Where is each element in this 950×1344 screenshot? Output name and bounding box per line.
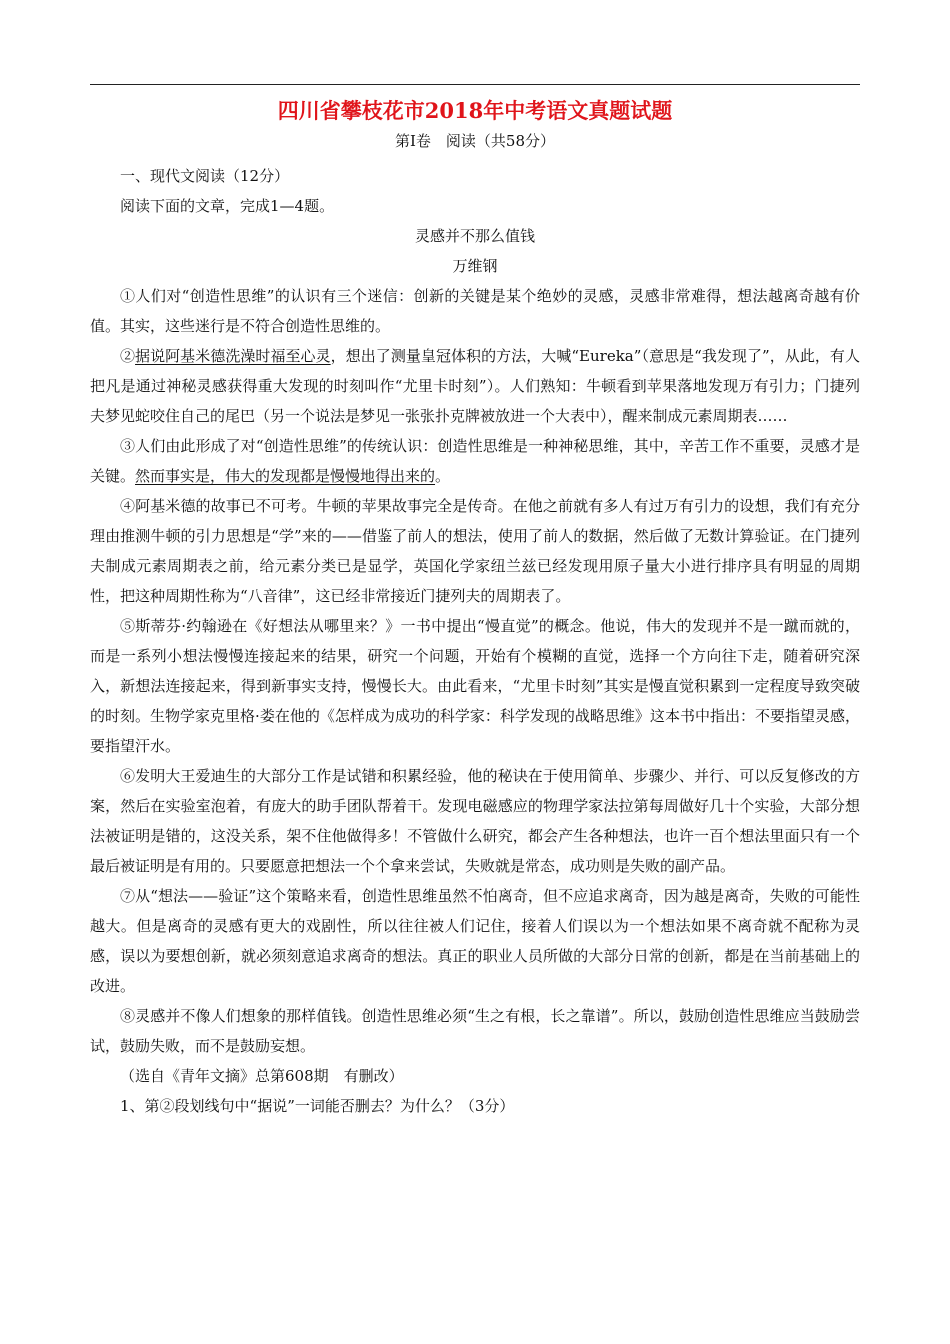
paragraph-2-underlined-sentence: 据说阿基米德洗澡时福至心灵 (135, 347, 331, 365)
article-source: （选自《青年文摘》总第608期 有删改） (120, 1067, 404, 1085)
header-rule (90, 84, 860, 85)
paragraph-2 (90, 341, 860, 431)
paragraph-3-underlined-sentence: 然而事实是，伟大的发现都是慢慢地得出来的 (135, 467, 436, 485)
exam-body (90, 161, 860, 1121)
exam-title: 四川省攀枝花市2018年中考语文真题试题 (277, 98, 673, 123)
exam-subtitle: 第Ⅰ卷 阅读（共58分） (394, 132, 555, 150)
paragraph-3-end: 。 (435, 467, 451, 485)
paragraph-4: ④阿基米德的故事已不可考。牛顿的苹果故事完全是传奇。在他之前就有多人有过万有引力的设想，我们有充分理由推测牛顿的引力思想是“学”来的——借鉴了前人的想法，使用了前人的数据，然后做了无数计算验证。在门捷列夫制成元素周期表之前，给元素分类已是显学，英国化学家纽兰兹已经发现用原子量大小进行排序具有明显的周期性，把这种周期性称为“八音律”，这已经非常接近门捷列夫的周期表了。 (90, 497, 860, 605)
section-heading: 一、现代文阅读（12分） (120, 167, 290, 185)
paragraph-8: ⑧灵感并不像人们想象的那样值钱。创造性思维必须“生之有根，长之靠谱”。所以，鼓励创造性思维应当鼓励尝试，鼓励失败，而不是鼓励妄想。 (90, 1007, 860, 1055)
paragraph-3 (90, 431, 860, 491)
paragraph-2-text: ，想出了测量皇冠体积的方法，大喊“Eureka”（意思是“我发现了”，从此，有人把凡是通过神秘灵感获得重大发现的时刻叫作“尤里卡时刻”）。人们熟知：牛顿看到苹果落地发现万有引力；门捷列夫梦见蛇咬住自己的尾巴（另一个说法是梦见一张张扑克牌被放进一个大表中），醒来制成元素周期表…… (90, 347, 860, 425)
article-title: 灵感并不那么值钱 (414, 227, 535, 245)
paragraph-2-number: ② (120, 347, 136, 365)
question-1: 1、第②段划线句中“据说”一词能否删去？为什么？（3分） (120, 1097, 515, 1115)
paragraph-6: ⑥发明大王爱迪生的大部分工作是试错和积累经验，他的秘诀在于使用简单、步骤少、并行、可以反复修改的方案，然后在实验室泡着，有庞大的助手团队帮着干。发现电磁感应的物理学家法拉第每周做好几十个实验，大部分想法被证明是错的，这没关系，架不住他做得多！不管做什么研究，都会产生各种想法，也许一百个想法里面只有一个最后被证明是有用的。只要愿意把想法一个个拿来尝试，失败就是常态，成功则是失败的副产品。 (90, 767, 860, 875)
paragraph-1: ①人们对“创造性思维”的认识有三个迷信：创新的关键是某个绝妙的灵感，灵感非常难得，想法越离奇越有价值。其实，这些迷行是不符合创造性思维的。 (90, 287, 860, 335)
paragraph-3-text: ③人们由此形成了对“创造性思维”的传统认识：创造性思维是一种神秘思维，其中，辛苦工作不重要，灵感才是关键。 (90, 437, 860, 485)
paragraph-7: ⑦从“想法——验证”这个策略来看，创造性思维虽然不怕离奇，但不应追求离奇，因为越是离奇，失败的可能性越大。但是离奇的灵感有更大的戏剧性，所以往往被人们记住，接着人们误以为一个想法如果不离奇就不配称为灵感，误以为要想创新，就必须刻意追求离奇的想法。真正的职业人员所做的大部分日常的创新，都是在当前基础上的改进。 (90, 887, 860, 995)
reading-instruction: 阅读下面的文章，完成1—4题。 (120, 197, 335, 215)
paragraph-5: ⑤斯蒂芬·约翰逊在《好想法从哪里来？》一书中提出“慢直觉”的概念。他说，伟大的发现并不是一蹴而就的，而是一系列小想法慢慢连接起来的结果，研究一个问题，开始有个模糊的直觉，选择一个方向往下走，随着研究深入，新想法连接起来，得到新事实支持，慢慢长大。由此看来，“尤里卡时刻”其实是慢直觉积累到一定程度导致突破的时刻。生物学家克里格·娄在他的《怎样成为成功的科学家：科学发现的战略思维》这本书中指出：不要指望灵感，要指望汗水。 (90, 617, 860, 755)
article-author: 万维钢 (452, 257, 498, 275)
